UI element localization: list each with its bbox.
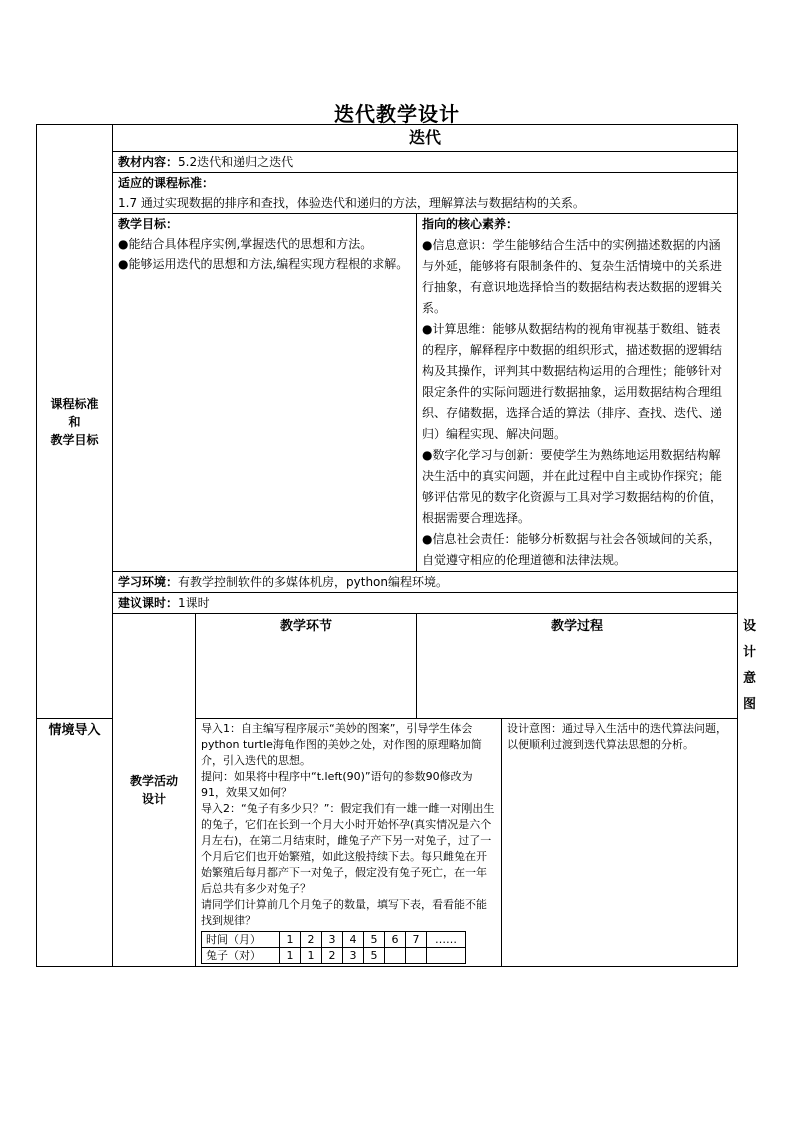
process-paragraph: 提问：如果将中程序中“t.left(90)”语句的参数90修改为91，效果又如何？	[201, 770, 473, 799]
core-literacy-label: 指向的核心素养：	[422, 217, 519, 231]
process-paragraph: 请同学们计算前几个月兔子的数量，填写下表，看看能不能找到规律？	[201, 898, 487, 927]
core-literacy-item: ●信息社会责任：能够分析数据与社会各领域间的关系，自觉遵守相应的伦理道德和法律法规。	[422, 532, 721, 567]
section-label-line: 设计	[141, 792, 166, 806]
month-cell: 3	[322, 932, 343, 948]
rabbit-count-cell: 1	[280, 948, 301, 964]
hours-row	[113, 593, 738, 614]
rabbit-count-cell: 5	[364, 948, 385, 964]
rabbit-count-table	[201, 931, 466, 964]
section-label-line: 教学目标	[50, 432, 99, 447]
environment-label: 学习环境：	[118, 575, 179, 589]
rabbit-count-cell: 3	[343, 948, 364, 964]
core-literacy-item: ●信息意识：学生能够结合生活中的实例描述数据的内涵与外延，能够将有限制条件的、复杂生活情境中的关系进行抽象，有意识地选择恰当的数据结构表达数据的逻辑关系。	[422, 238, 723, 315]
months-row-header: 时间（月）	[202, 932, 280, 948]
document-title: 迭代教学设计	[334, 102, 460, 126]
rabbits-row-header: 兔子（对）	[202, 948, 280, 964]
process-paragraph: 导入2：“兔子有多少只？”：假定我们有一雄一雌一对刚出生的兔子，它们在长到一个月大小时开始怀孕(真实情况是六个月左右)，在第二月结束时，雌兔子产下另一对兔子，过了一个月后它们也开始繁殖，如此这般持续下去。每只雌兔在开始繁殖后每月都产下一对兔子，假定没有兔子死亡，在一年后总共有多少对兔子？	[201, 802, 495, 895]
month-cell: 2	[301, 932, 322, 948]
core-literacy-cell	[417, 214, 738, 572]
rabbit-count-cell: 1	[301, 948, 322, 964]
table-row	[202, 948, 466, 964]
curriculum-standard-label: 适应的课程标准：	[118, 176, 215, 190]
process-header: 教学过程	[417, 614, 738, 719]
standards-goals-label	[37, 125, 113, 719]
core-literacy-item: ●计算思维：能够从数据结构的视角审视基于数组、链表的程序，解释程序中数据的组织形式，描述数据的逻辑结构及其操作，评判其中数据结构运用的合理性；能够针对限定条件的实际问题进行数据抽象，运用数据结构合理组织、存储数据，选择合适的算法（排序、查找、迭代、递归）编程实现、解决问题。	[422, 322, 723, 441]
teaching-goals-label: 教学目标：	[118, 217, 179, 231]
teaching-goal-item: ●能结合具体程序实例,掌握迭代的思想和方法。	[118, 237, 373, 251]
rabbit-count-cell	[406, 948, 427, 964]
month-cell: 5	[364, 932, 385, 948]
process-cell	[196, 719, 502, 967]
material-row	[113, 152, 738, 173]
stage-header: 教学环节	[196, 614, 417, 719]
rabbit-count-cell	[427, 948, 466, 964]
rabbit-count-cell	[385, 948, 406, 964]
lesson-plan-table: 课程标准 和 教学目标 迭代 教材内容：5.2迭代和递归之迭代 适应的课程标准： 1.7 通过实现数据的排序和查找，体验迭代和递归的方法，理解算法与数据结构的关系。 教学目标： ●能结合具体程序实例,掌握迭代的思想和方法。 ●能够运用迭代的思想和方法,编程实现方程根的求解。 指向的核心素养： ●信息意识：学生能够结合生活中的实例描述数据的内涵与外延，能够将有限制条件的、复杂生活情境中的关系进行抽象，有意识地选择恰当的数据结构表达数据的逻辑关系。 ●计算思维：能够从数据结构的视角审视基于数组、链表的程序，解释程序中数据的组织形式，描述数据的逻辑结构及其操作，评判其中数据结构运用的合理性；能够针对限定条件的实际问题进行数据抽象，运用数据结构合理组织、存储数据，选择合适的算法（排序、查找、迭代、递归）编程实现、解决问题。 ●数字化学习与创新：要使学生为熟练地运用数据结构解决生活中的真实问题，并在此过程中自主或协作探究；能够评估常见的数字化资源与工具对学习数据结构的价值，根据需要合理选择。 ●信息社会责任：能够分析数据与社会各领域间的关系，自觉遵守相应的伦理道德和法律法规。 学习环境：有教学控制软件的多媒体机房，python编程环境。 建议课时：1课时 教学活动 设计 教学环节 教学过程 设计意图 情境导入 导入1：自主编写程序展示“美妙的图案”，引导学生体会python turtle海龟作图的美妙之处，对作图的原理略加简介，引入迭代的思想。 提问：如果将中程序中“t.left(90)”语句的参数90修改为91，效果又如何？ 导入2：“兔子有多少只？”：假定我们有一雄一雌一对刚出生的兔子，它们在长到一个月大小时开始怀孕(真实情况是六个月左右)，在第二月结束时，雌兔子产下另一对兔子，过了一个月后它们也开始繁殖，如此这般持续下去。每只雌兔在开始繁殖后每月都产下一对兔子，假定没有兔子死亡，在一年后总共有多少对兔子？ 请同学们计算前几个月兔子的数量，填写下表，看看能不能找到规律？ 时间（月） 1 2 3 4 5 6 7 …… 兔子（对） 1 1 2 3 5 设计意图：通过导入生活中的迭代算法问题，以便顺利过渡到迭代算法思想的分析。	[36, 124, 738, 967]
hours-value: 1课时	[178, 596, 210, 610]
month-cell: 4	[343, 932, 364, 948]
month-cell: 7	[406, 932, 427, 948]
month-cell: 1	[280, 932, 301, 948]
activity-design-label	[113, 614, 196, 967]
material-label: 教材内容：	[118, 155, 179, 169]
material-value: 5.2迭代和递归之迭代	[178, 155, 294, 169]
section-label-line: 教学活动	[129, 774, 178, 788]
rabbit-count-cell: 2	[322, 948, 343, 964]
month-cell: 6	[385, 932, 406, 948]
section-label-line: 课程标准	[50, 396, 99, 411]
table-row	[202, 932, 466, 948]
environment-value: 有教学控制软件的多媒体机房，python编程环境。	[178, 575, 448, 589]
process-paragraph: 导入1：自主编写程序展示“美妙的图案”，引导学生体会python turtle海龟作图的美妙之处，对作图的原理略加简介，引入迭代的思想。	[201, 722, 482, 767]
month-cell: ……	[427, 932, 466, 948]
stage-cell: 情境导入	[37, 719, 113, 967]
environment-row	[113, 572, 738, 593]
teaching-goal-item: ●能够运用迭代的思想和方法,编程实现方程根的求解。	[118, 257, 409, 271]
curriculum-standard-cell	[113, 173, 738, 214]
core-literacy-item: ●数字化学习与创新：要使学生为熟练地运用数据结构解决生活中的真实问题，并在此过程中自主或协作探究；能够评估常见的数字化资源与工具对学习数据结构的价值，根据需要合理选择。	[422, 448, 723, 525]
topic-title: 迭代	[113, 125, 738, 152]
intent-cell: 设计意图：通过导入生活中的迭代算法问题，以便顺利过渡到迭代算法思想的分析。	[502, 719, 738, 967]
hours-label: 建议课时：	[118, 596, 179, 610]
teaching-goals-cell	[113, 214, 417, 572]
section-label-line: 和	[68, 414, 81, 429]
curriculum-standard-text: 1.7 通过实现数据的排序和查找，体验迭代和递归的方法，理解算法与数据结构的关系。	[118, 196, 585, 210]
